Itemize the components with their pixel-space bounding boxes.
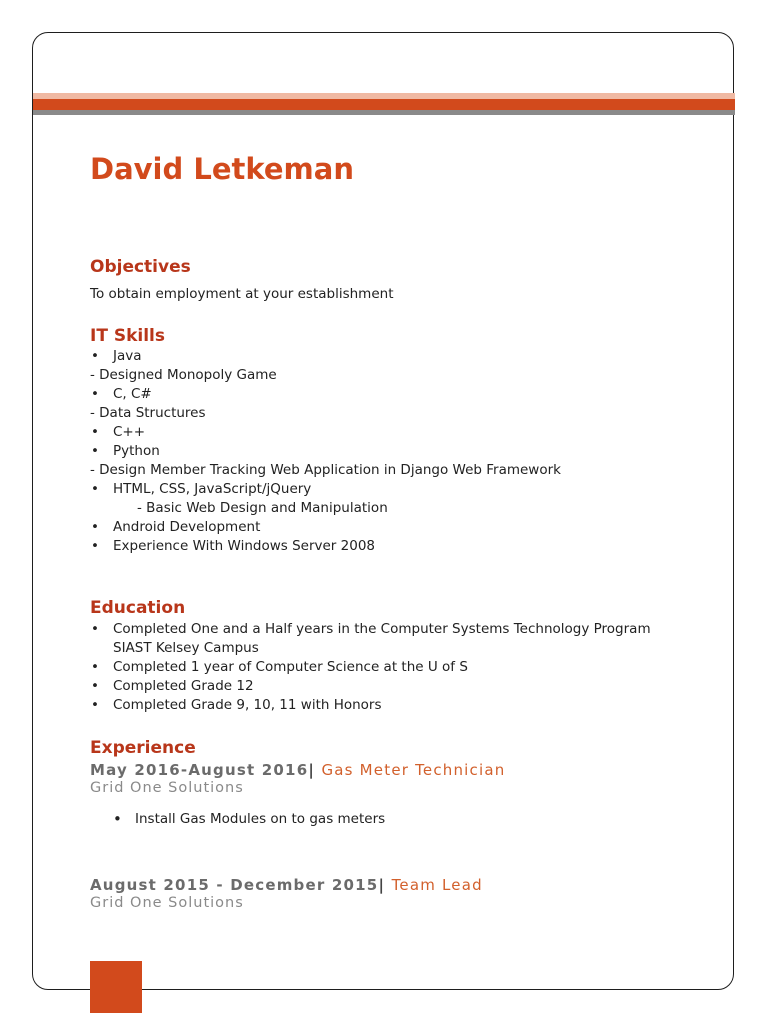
skill-item: • C++	[90, 423, 561, 442]
job-1-separator: |	[308, 761, 316, 779]
job-2-separator: |	[378, 876, 386, 894]
job-1-dates: May 2016-August 2016	[90, 761, 309, 779]
skill-item: • Experience With Windows Server 2008	[90, 537, 561, 556]
job-1-bullet: • Install Gas Modules on to gas meters	[113, 810, 385, 829]
job-1-header	[90, 760, 505, 780]
job-1-title: Gas Meter Technician	[321, 761, 506, 779]
skill-item: - Basic Web Design and Manipulation	[137, 500, 388, 516]
objectives-heading: Objectives	[90, 257, 191, 277]
experience-heading: Experience	[90, 738, 196, 758]
job-2-header	[90, 875, 483, 895]
skill-item: • Android Development	[90, 518, 561, 537]
skill-item: • C, C#	[90, 385, 561, 404]
skill-item: • Python	[90, 442, 561, 461]
skill-item: - Data Structures	[90, 405, 206, 421]
skill-item: • HTML, CSS, JavaScript/jQuery	[90, 480, 561, 499]
education-item: SIAST Kelsey Campus	[113, 640, 259, 656]
objectives-text: To obtain employment at your establishment	[90, 286, 394, 302]
job-2-company: Grid One Solutions	[90, 895, 244, 911]
education-item: • Completed Grade 12	[90, 677, 651, 696]
footer-accent-square	[90, 961, 142, 1013]
education-item: • Completed One and a Half years in the Computer Systems Technology Program	[90, 620, 651, 639]
header-band-gray	[33, 110, 735, 115]
it-skills-heading: IT Skills	[90, 326, 165, 346]
it-skills-list	[90, 347, 561, 556]
education-list	[90, 620, 651, 715]
job-1-company: Grid One Solutions	[90, 780, 244, 796]
skill-item: • Java	[90, 347, 561, 366]
education-item: • Completed 1 year of Computer Science at the U of S	[90, 658, 651, 677]
education-heading: Education	[90, 598, 186, 618]
job-2-title: Team Lead	[391, 876, 483, 894]
resume-name: David Letkeman	[90, 152, 354, 186]
job-1-bullets	[113, 810, 385, 829]
skill-item: - Designed Monopoly Game	[90, 367, 277, 383]
job-2-dates: August 2015 - December 2015	[90, 876, 379, 894]
header-band-accent	[33, 99, 735, 110]
education-item: • Completed Grade 9, 10, 11 with Honors	[90, 696, 651, 715]
skill-item: - Design Member Tracking Web Application in Django Web Framework	[90, 462, 561, 478]
